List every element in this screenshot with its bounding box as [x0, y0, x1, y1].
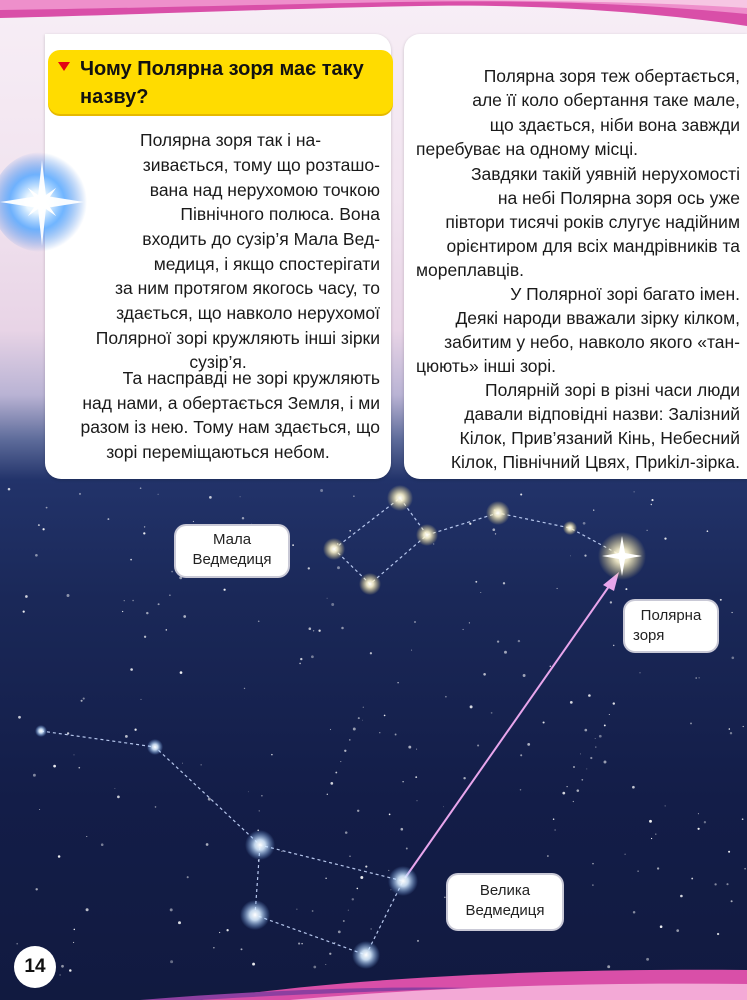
background-star	[729, 728, 731, 730]
background-star	[581, 779, 583, 781]
background-star	[296, 909, 297, 910]
background-star	[657, 867, 659, 869]
background-star	[114, 788, 115, 789]
background-star	[370, 652, 372, 654]
paragraph-right-1-line-4: перебуває на одному місці.	[416, 139, 638, 159]
background-star	[226, 929, 228, 931]
background-star	[348, 910, 349, 911]
paragraph-left-1-line-3: вана над нерухомою точкою	[149, 180, 380, 200]
background-star	[444, 897, 445, 898]
background-star	[309, 627, 312, 630]
background-star	[730, 732, 732, 734]
background-star	[206, 843, 209, 846]
background-star	[680, 895, 683, 898]
paragraph-right-1-line-3: що здається, ніби вона завжди	[489, 115, 740, 135]
background-star	[300, 658, 302, 660]
background-star	[624, 854, 625, 855]
background-star	[331, 603, 334, 606]
background-star	[690, 722, 692, 724]
background-star	[18, 716, 21, 719]
background-star	[599, 735, 602, 738]
paragraph-left-1-line-4: Північного полюса. Вона	[180, 204, 380, 224]
background-star	[349, 739, 351, 741]
paragraph-right-3-line-3: забитим у небо, навколо якого «тан-	[444, 332, 740, 352]
background-star	[604, 761, 607, 764]
background-star	[46, 507, 48, 509]
background-star	[353, 728, 356, 731]
background-star	[158, 494, 159, 495]
big-dipper-stars	[35, 725, 418, 969]
background-star	[330, 729, 331, 730]
background-star	[695, 677, 697, 679]
background-star	[504, 651, 507, 654]
background-star	[73, 754, 74, 755]
background-star	[480, 592, 481, 593]
background-star	[299, 663, 301, 665]
background-star	[330, 782, 333, 785]
background-star	[122, 611, 123, 612]
paragraph-left-1-line-10: сузір’я.	[189, 352, 247, 372]
background-star	[124, 600, 125, 601]
label-little-dipper-line-2: Ведмедиця	[192, 551, 272, 568]
background-star	[573, 766, 575, 768]
background-star	[497, 640, 499, 642]
background-star	[491, 712, 493, 714]
background-star	[547, 855, 549, 857]
background-star	[209, 496, 212, 499]
paragraph-right-3-line-1: У Полярної зорі багато імен.	[510, 284, 740, 304]
background-star	[592, 884, 593, 885]
paragraph-right-4-line-1: Полярній зорі в різні часи люди	[485, 380, 740, 400]
pointer-line	[405, 582, 612, 878]
background-star	[248, 791, 249, 792]
paragraph-left-1-line-9: Полярної зорі кружляють інші зірки	[95, 328, 380, 348]
background-star	[595, 746, 596, 747]
background-star	[81, 700, 83, 702]
background-star	[258, 620, 260, 622]
background-star	[363, 707, 364, 708]
paragraph-right-2-line-1: Завдяки такій уявній нерухомості	[470, 164, 740, 184]
background-star	[166, 629, 168, 631]
background-star	[566, 786, 567, 787]
background-star	[604, 724, 606, 726]
background-star	[639, 672, 640, 673]
paragraph-left-2-line-2: над нами, а обертається Земля, і ми	[82, 393, 380, 413]
background-star	[180, 671, 183, 674]
background-star	[613, 702, 615, 704]
polaris-star	[598, 532, 646, 580]
paragraph-left-2-line-4: зорі переміщаються небом.	[106, 442, 330, 462]
background-star	[325, 878, 326, 879]
background-star	[518, 640, 520, 642]
background-star	[590, 757, 592, 759]
background-star	[520, 789, 522, 791]
background-star	[327, 794, 328, 795]
background-star	[86, 836, 87, 837]
background-star	[720, 599, 722, 601]
background-star	[655, 833, 656, 834]
shining-star-icon	[0, 152, 104, 252]
background-star	[625, 588, 627, 590]
background-star	[593, 509, 594, 510]
background-star	[8, 488, 11, 491]
background-star	[634, 491, 635, 492]
background-star	[143, 532, 145, 534]
background-star	[637, 870, 639, 872]
paragraph-right-4-line-2: давали відповідні назви: Залізний	[464, 404, 740, 424]
background-star	[338, 931, 341, 934]
background-star	[649, 820, 652, 823]
background-star	[699, 677, 700, 678]
background-star	[555, 829, 556, 830]
background-star	[470, 705, 473, 708]
label-little-dipper-line-1: Мала	[212, 531, 252, 548]
background-star	[340, 761, 341, 762]
background-star	[445, 696, 447, 698]
label-big-dipper-line-1: Велика	[479, 882, 531, 899]
background-star	[553, 818, 555, 820]
background-star	[443, 806, 444, 807]
background-star	[520, 493, 522, 495]
background-star	[169, 595, 170, 596]
background-star	[588, 694, 591, 697]
paragraph-right-4-line-3: Кілок, Прив’язаний Кінь, Небесний	[459, 428, 740, 448]
background-star	[178, 921, 181, 924]
background-star	[492, 528, 495, 531]
background-star	[182, 763, 183, 764]
background-star	[371, 928, 372, 929]
background-star	[349, 856, 350, 857]
background-star	[341, 627, 344, 630]
paragraph-left-1-line-6: медиця, і якщо спостерігати	[153, 254, 380, 274]
background-star	[384, 715, 386, 717]
background-star	[158, 603, 160, 605]
label-big-dipper	[448, 875, 562, 929]
background-star	[411, 650, 412, 651]
background-star	[388, 870, 389, 871]
little-dipper-lines	[334, 498, 622, 584]
paragraph-left-2-line-3: разом із нею. Тому нам здається, що	[80, 417, 380, 437]
background-star	[660, 925, 663, 928]
background-star	[132, 600, 134, 602]
background-star	[35, 888, 37, 890]
background-star	[691, 878, 693, 880]
background-star	[223, 589, 225, 591]
background-star	[67, 594, 70, 597]
background-star	[651, 838, 652, 839]
background-star	[573, 801, 574, 802]
background-star	[130, 559, 132, 561]
background-star	[469, 622, 470, 623]
background-star	[78, 767, 80, 769]
background-star	[33, 774, 36, 777]
background-star	[365, 866, 367, 868]
background-star	[240, 496, 241, 497]
background-star	[344, 750, 346, 752]
background-star	[584, 555, 586, 557]
background-star	[416, 800, 417, 801]
background-star	[155, 806, 157, 808]
background-star	[408, 746, 411, 749]
background-star	[665, 805, 666, 806]
background-star	[613, 645, 615, 647]
background-star	[595, 738, 596, 739]
paragraph-right-2-line-3: півтори тисячі років слугує надійним	[445, 212, 740, 232]
background-star	[577, 789, 580, 792]
background-star	[714, 883, 716, 885]
background-star	[318, 630, 320, 632]
background-star	[728, 851, 730, 853]
background-star	[281, 851, 282, 852]
background-star	[584, 729, 587, 732]
background-star	[586, 768, 587, 769]
background-star	[35, 554, 38, 557]
background-star	[352, 898, 354, 900]
background-star	[140, 487, 142, 489]
big-dipper-lines	[41, 731, 403, 955]
background-star	[208, 798, 211, 801]
background-star	[183, 615, 186, 618]
background-star	[313, 630, 314, 631]
paragraph-left-1-line-7: за ним протягом якогось часу, то	[114, 278, 380, 298]
background-star	[697, 828, 699, 830]
bottom-decorative-swoosh	[0, 940, 747, 1000]
background-star	[357, 810, 359, 812]
background-star	[39, 809, 40, 810]
background-star	[179, 576, 182, 579]
background-star	[726, 883, 728, 885]
background-star	[271, 754, 273, 756]
label-polaris	[625, 601, 717, 651]
background-star	[335, 772, 337, 774]
paragraph-right-1-line-2: але її коло обертання таке мале,	[472, 90, 740, 110]
background-star	[475, 581, 477, 583]
paragraph-right-4-line-4: Кілок, Північний Цвях, Приkіл-зірка.	[450, 452, 740, 472]
background-star	[416, 749, 417, 750]
background-star	[651, 499, 653, 501]
background-star	[25, 595, 28, 598]
background-star	[609, 714, 610, 715]
background-star	[592, 863, 594, 865]
background-star	[141, 699, 142, 700]
background-star	[570, 555, 571, 556]
background-star	[58, 855, 61, 858]
background-star	[130, 668, 133, 671]
background-star	[308, 567, 310, 569]
paragraph-left-1-line-2: зивається, тому що розташо-	[142, 155, 380, 175]
background-star	[415, 776, 417, 778]
background-star	[74, 929, 76, 931]
background-star	[632, 786, 635, 789]
background-star	[402, 781, 403, 782]
background-star	[144, 636, 146, 638]
background-star	[742, 818, 744, 820]
background-star	[676, 929, 679, 932]
background-star	[343, 920, 345, 922]
background-star	[406, 848, 408, 850]
background-star	[259, 810, 260, 811]
label-big-dipper-line-2: Ведмедиця	[465, 902, 545, 919]
background-star	[731, 900, 733, 902]
background-star	[707, 530, 709, 532]
background-star	[570, 701, 573, 704]
background-star	[42, 528, 44, 530]
background-star	[23, 610, 25, 612]
background-star	[134, 729, 136, 731]
background-star	[646, 530, 647, 531]
paragraph-right-2-line-2: на небі Полярна зоря ось уже	[497, 188, 740, 208]
background-star	[580, 753, 581, 754]
background-star	[610, 601, 612, 603]
background-star	[731, 612, 732, 613]
background-star	[469, 523, 471, 525]
background-star	[401, 828, 404, 831]
background-star	[125, 735, 128, 738]
background-star	[83, 698, 85, 700]
background-star	[292, 544, 294, 546]
background-star	[463, 629, 464, 630]
background-star	[483, 673, 486, 676]
background-star	[349, 530, 351, 532]
background-star	[503, 582, 505, 584]
background-star	[312, 910, 314, 912]
background-star	[523, 674, 526, 677]
red-triangle-icon	[58, 62, 70, 71]
background-star	[327, 598, 328, 599]
background-star	[744, 868, 746, 870]
background-star	[633, 911, 636, 914]
background-star	[144, 526, 145, 527]
background-star	[320, 489, 323, 492]
background-star	[743, 726, 744, 727]
background-star	[171, 571, 173, 573]
background-star	[242, 517, 244, 519]
background-star	[651, 504, 652, 505]
background-star	[698, 813, 699, 814]
background-star	[244, 688, 245, 689]
background-star	[337, 566, 340, 569]
background-star	[717, 933, 719, 935]
background-star	[527, 743, 530, 746]
background-star	[353, 495, 355, 497]
little-dipper-stars	[323, 485, 577, 595]
background-star	[53, 765, 56, 768]
background-star	[38, 524, 40, 526]
paragraph-left-2-line-1: Та насправді не зорі кружляють	[122, 368, 380, 388]
paragraph-left-1-line-1: Полярна зоря так і на-	[140, 130, 322, 150]
background-star	[311, 655, 314, 658]
background-star	[520, 754, 522, 756]
background-star	[219, 932, 220, 933]
paragraph-right-2-line-5: мореплавців.	[416, 260, 525, 280]
question-title: Чому Полярна зоря має таку назву?	[80, 58, 364, 108]
background-star	[187, 876, 189, 878]
background-star	[86, 908, 89, 911]
background-star	[79, 493, 81, 495]
background-star	[193, 521, 194, 522]
background-star	[117, 796, 120, 799]
background-star	[379, 732, 380, 733]
label-polaris-line-2: зоря	[633, 627, 665, 644]
background-star	[397, 682, 398, 683]
paragraph-right-3-line-2: Деякі народи вважали зірку кілком,	[455, 308, 740, 328]
background-star	[101, 843, 104, 846]
paragraph-left-1-line-8: здається, що навколо нерухомої	[116, 303, 380, 323]
paragraph-right-3-line-4: цюють» інші зорі.	[416, 356, 556, 376]
background-star	[261, 795, 263, 797]
label-polaris-line-1: Полярна	[640, 607, 702, 624]
background-star	[583, 522, 586, 525]
background-star	[704, 821, 706, 823]
background-star	[543, 721, 545, 723]
background-star	[362, 720, 363, 721]
background-star	[345, 831, 348, 834]
background-star	[395, 734, 397, 736]
paragraph-right-2-line-4: орієнтиром для всіх мандрівників та	[446, 236, 740, 256]
label-little-dipper	[176, 526, 288, 576]
background-star	[360, 876, 363, 879]
background-star	[732, 657, 735, 660]
background-star	[550, 666, 552, 668]
background-star	[664, 537, 666, 539]
background-star	[146, 612, 148, 614]
paragraph-left-1-line-5: входить до сузір’я Мала Вед-	[142, 229, 380, 249]
background-star	[107, 518, 109, 520]
background-star	[201, 764, 202, 765]
background-star	[495, 533, 496, 534]
background-star	[357, 888, 359, 890]
background-star	[477, 744, 479, 746]
background-star	[562, 792, 565, 795]
paragraph-right-1-line-1: Полярна зоря теж обертається,	[483, 66, 740, 86]
background-star	[463, 777, 465, 779]
background-star	[557, 588, 558, 589]
background-star	[414, 621, 416, 623]
background-star	[170, 908, 173, 911]
page-number: 14	[14, 946, 56, 988]
background-star	[389, 814, 391, 816]
background-star	[358, 717, 360, 719]
